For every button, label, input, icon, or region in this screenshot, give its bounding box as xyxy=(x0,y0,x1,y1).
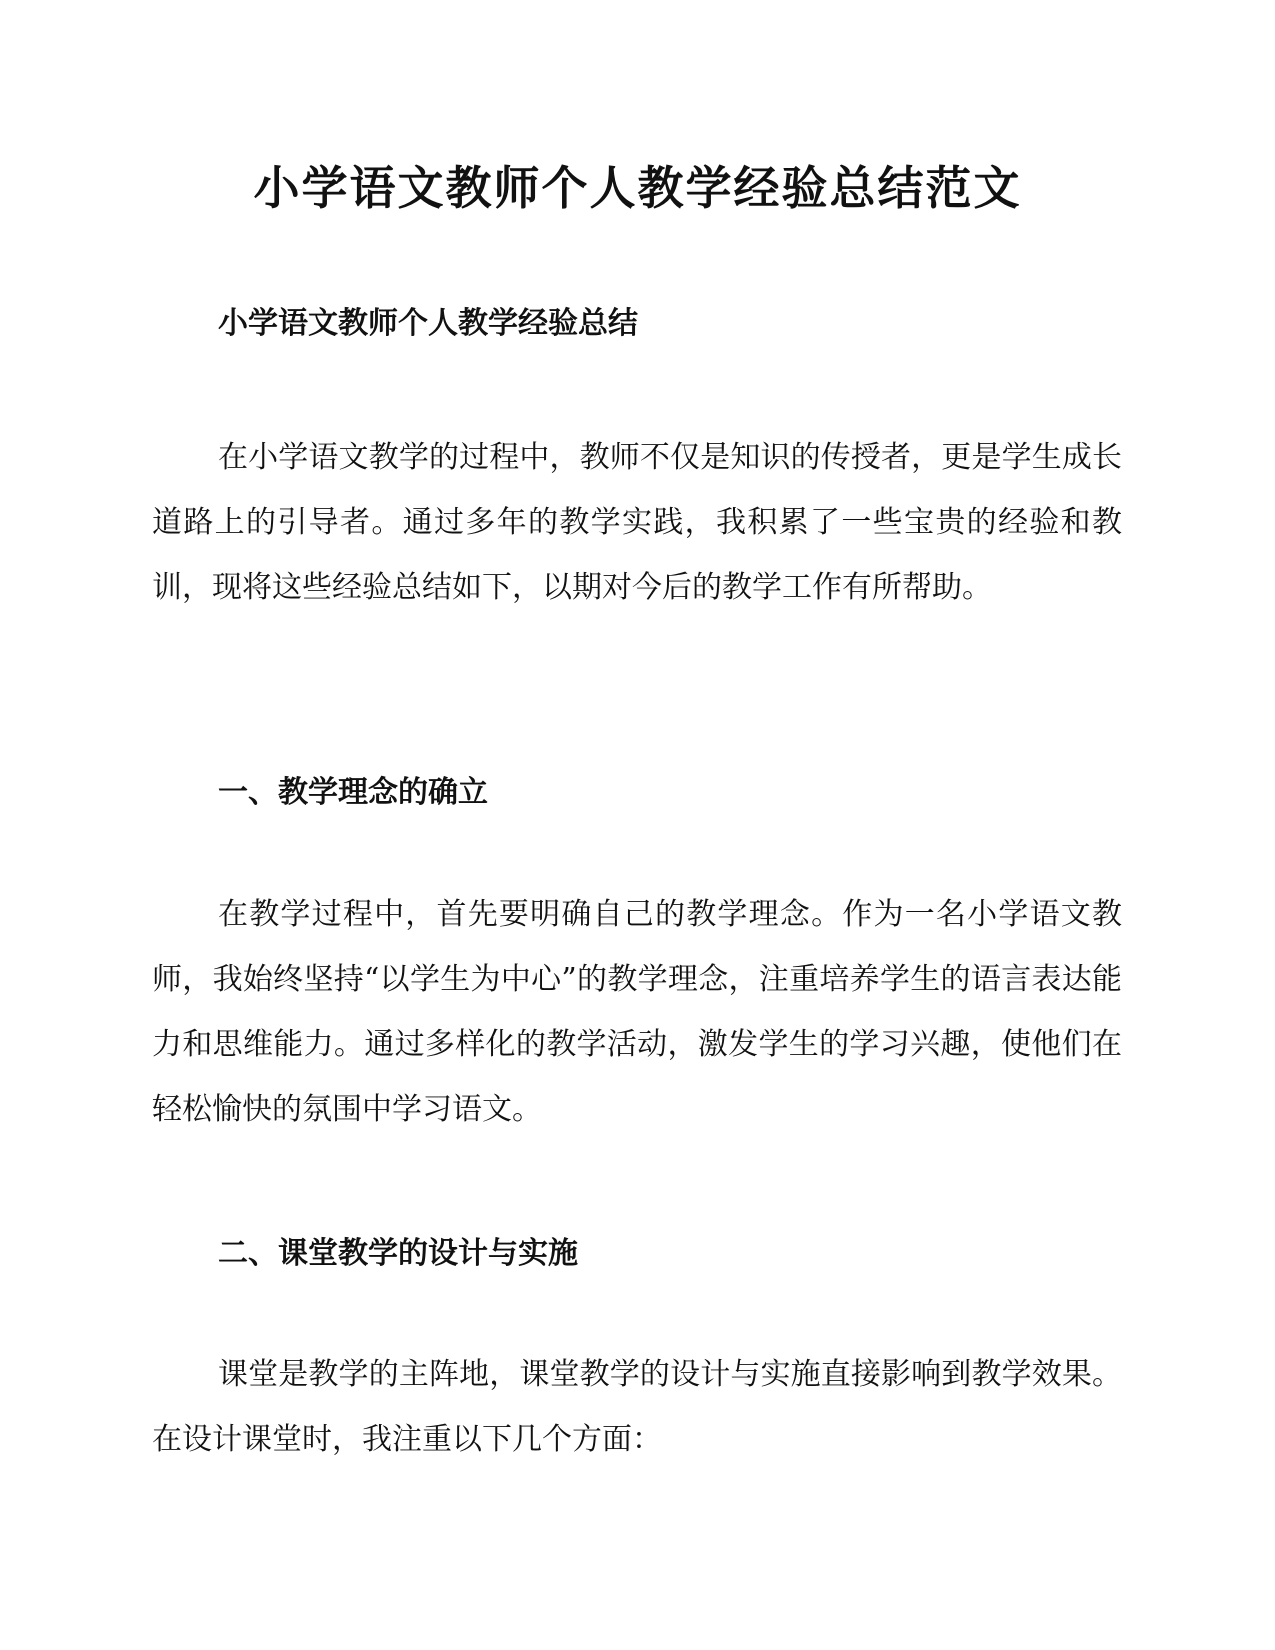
section-body-classroom-design: 课堂是教学的主阵地，课堂教学的设计与实施直接影响到教学效果。在设计课堂时，我注重以下几个方面： xyxy=(152,1357,1122,1457)
section-heading-classroom-design: 二、课堂教学的设计与实施 xyxy=(218,1236,578,1271)
section-body-teaching-philosophy: 在教学过程中，首先要明确自己的教学理念。作为一名小学语文教师，我始终坚持“以学生为中心”的教学理念，注重培养学生的语言表达能力和思维能力。通过多样化的教学活动，激发学生的学习兴趣，使他们在轻松愉快的氛围中学习语文。 xyxy=(152,897,1122,1127)
section-heading-teaching-philosophy: 一、教学理念的确立 xyxy=(218,775,488,810)
document-title: 小学语文教师个人教学经验总结范文 xyxy=(253,161,1022,215)
intro-paragraph: 在小学语文教学的过程中，教师不仅是知识的传授者，更是学生成长道路上的引导者。通过多年的教学实践，我积累了一些宝贵的经验和教训，现将这些经验总结如下，以期对今后的教学工作有所帮助。 xyxy=(152,440,1122,605)
document-subtitle: 小学语文教师个人教学经验总结 xyxy=(218,306,638,341)
